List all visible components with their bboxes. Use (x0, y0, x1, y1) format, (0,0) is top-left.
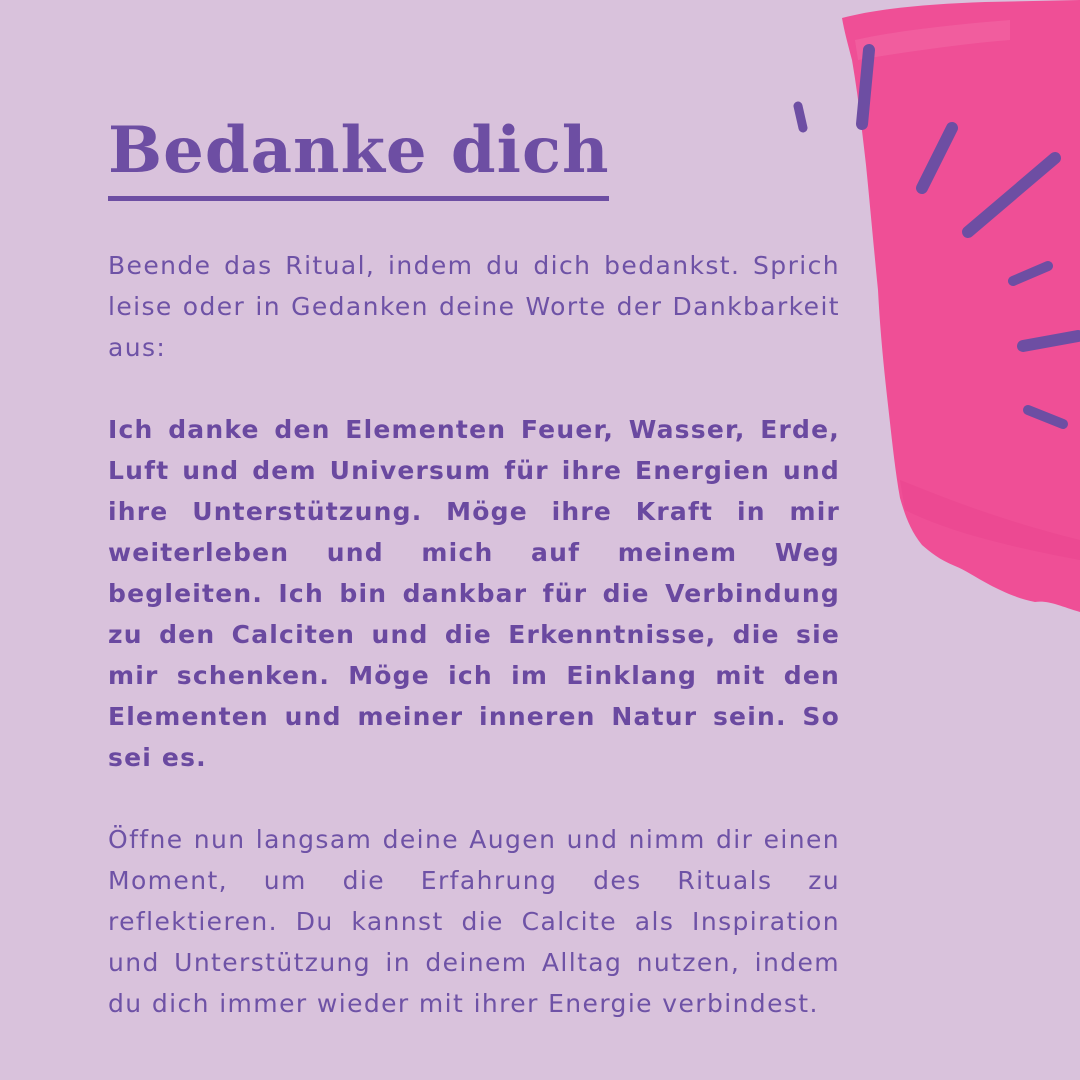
closing-paragraph: Öffne nun langsam deine Augen und nimm dir einen Moment, um die Erfahrung des Rituals zu reflektieren. Du kannst die Calcite als Inspiration und Unterstützung in deinem Alltag nutzen, indem du dich immer wieder mit ihrer Energie verbindest. (108, 825, 840, 1018)
prayer-paragraph: Ich danke den Elementen Feuer, Wasser, Erde, Luft und dem Universum für ihre Energien und ihre Unterstützung. Möge ihre Kraft in mir weiterleben und mich auf meinem Weg begleiten. Ich bin dankbar für die Verbindung zu den Calciten und die Erkenntnisse, die sie mir schenken. Möge ich im Einklang mit den Elementen und meiner inneren Natur sein. So sei es. (108, 415, 840, 772)
page-title: Bedanke dich (108, 108, 609, 201)
main-content (108, 108, 840, 1024)
pink-brush-stroke (842, 0, 1080, 612)
burst-rays-icon (798, 50, 1078, 424)
intro-paragraph: Beende das Ritual, indem du dich bedankst. Sprich leise oder in Gedanken deine Worte der Dankbarkeit aus: (108, 251, 840, 362)
